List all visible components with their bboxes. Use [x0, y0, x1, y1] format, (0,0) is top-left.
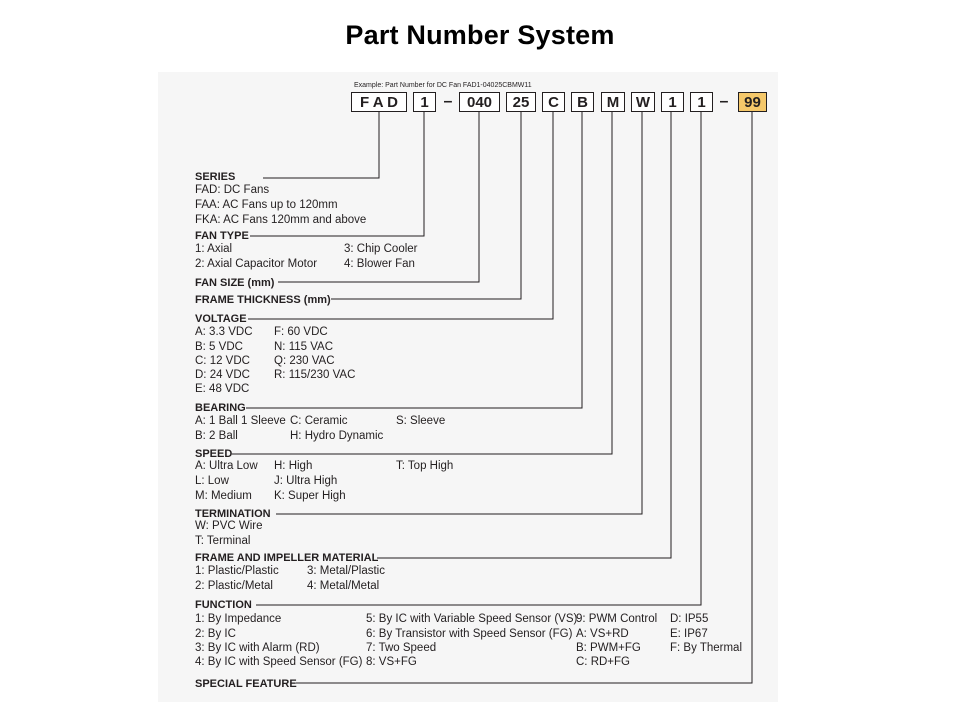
fan-type-heading: FAN TYPE — [195, 230, 249, 242]
example-caption: Example: Part Number for DC Fan FAD1-04025CBMW11 — [354, 82, 532, 89]
function-item: C: RD+FG — [576, 656, 630, 668]
connector-frame-material — [377, 112, 671, 558]
code-box-fan-size: 040 — [459, 92, 500, 112]
function-item: 2: By IC — [195, 628, 236, 640]
termination-item: T: Terminal — [195, 535, 251, 547]
frame-thickness-heading: FRAME THICKNESS (mm) — [195, 294, 331, 306]
voltage-item: F: 60 VDC — [274, 326, 328, 338]
bearing-item: B: 2 Ball — [195, 430, 238, 442]
fan-type-item: 4: Blower Fan — [344, 258, 415, 270]
bearing-item: H: Hydro Dynamic — [290, 430, 384, 442]
code-box-special-feature: 99 — [738, 92, 767, 112]
frame-material-item: 1: Plastic/Plastic — [195, 565, 279, 577]
function-item: 6: By Transistor with Speed Sensor (FG) — [366, 628, 573, 640]
function-item: D: IP55 — [670, 613, 709, 625]
page-title: Part Number System — [345, 20, 615, 50]
voltage-heading: VOLTAGE — [195, 313, 247, 325]
code-box-bearing: B — [571, 92, 594, 112]
voltage-item: N: 115 VAC — [274, 341, 334, 353]
function-item: 5: By IC with Variable Speed Sensor (VS) — [366, 613, 578, 625]
function-item: 7: Two Speed — [366, 642, 437, 654]
function-item: 3: By IC with Alarm (RD) — [195, 642, 320, 654]
voltage-item: D: 24 VDC — [195, 369, 250, 381]
bearing-heading: BEARING — [195, 402, 246, 414]
function-heading: FUNCTION — [195, 599, 252, 611]
frame-material-item: 2: Plastic/Metal — [195, 580, 273, 592]
code-box-voltage: C — [542, 92, 565, 112]
connector-speed — [232, 112, 612, 454]
bearing-item: S: Sleeve — [396, 415, 446, 427]
speed-item: K: Super High — [274, 490, 346, 502]
function-item: B: PWM+FG — [576, 642, 641, 654]
series-item: FKA: AC Fans 120mm and above — [195, 214, 367, 226]
frame-material-heading: FRAME AND IMPELLER MATERIAL — [195, 552, 379, 564]
code-dash: – — [719, 93, 729, 110]
termination-heading: TERMINATION — [195, 508, 271, 520]
code-box-termination: W — [631, 92, 655, 112]
function-item: F: By Thermal — [670, 642, 742, 654]
series-item: FAA: AC Fans up to 120mm — [195, 199, 338, 211]
series-item: FAD: DC Fans — [195, 184, 270, 196]
speed-item: A: Ultra Low — [195, 460, 258, 472]
code-box-series: F A D — [351, 92, 407, 112]
fan-size-heading: FAN SIZE (mm) — [195, 277, 275, 289]
function-item: E: IP67 — [670, 628, 708, 640]
voltage-item: A: 3.3 VDC — [195, 326, 253, 338]
termination-item: W: PVC Wire — [195, 520, 263, 532]
voltage-item: E: 48 VDC — [195, 383, 250, 395]
series-heading: SERIES — [195, 171, 236, 183]
voltage-item: B: 5 VDC — [195, 341, 243, 353]
function-item: 8: VS+FG — [366, 656, 417, 668]
voltage-item: Q: 230 VAC — [274, 355, 335, 367]
code-box-speed: M — [601, 92, 625, 112]
speed-item: L: Low — [195, 475, 229, 487]
function-item: A: VS+RD — [576, 628, 629, 640]
connector-special-feature — [296, 112, 752, 683]
voltage-item: C: 12 VDC — [195, 355, 250, 367]
connector-series — [263, 112, 379, 178]
frame-material-item: 3: Metal/Plastic — [307, 565, 385, 577]
function-item: 4: By IC with Speed Sensor (FG) — [195, 656, 363, 668]
speed-heading: SPEED — [195, 448, 233, 460]
special-feature-heading: SPECIAL FEATURE — [195, 678, 297, 690]
code-box-frame-material: 1 — [661, 92, 684, 112]
bearing-item: C: Ceramic — [290, 415, 348, 427]
speed-item: H: High — [274, 460, 313, 472]
code-dash: – — [443, 93, 453, 110]
fan-type-item: 3: Chip Cooler — [344, 243, 418, 255]
speed-item: T: Top High — [396, 460, 454, 472]
code-box-fan-type: 1 — [413, 92, 436, 112]
fan-type-item: 2: Axial Capacitor Motor — [195, 258, 318, 270]
frame-material-item: 4: Metal/Metal — [307, 580, 380, 592]
function-item: 9: PWM Control — [576, 613, 658, 625]
speed-item: J: Ultra High — [274, 475, 338, 487]
speed-item: M: Medium — [195, 490, 252, 502]
function-item: 1: By Impedance — [195, 613, 282, 625]
voltage-item: R: 115/230 VAC — [274, 369, 356, 381]
code-box-function: 1 — [690, 92, 713, 112]
fan-type-item: 1: Axial — [195, 243, 233, 255]
bearing-item: A: 1 Ball 1 Sleeve — [195, 415, 286, 427]
code-box-frame-thickness: 25 — [506, 92, 536, 112]
